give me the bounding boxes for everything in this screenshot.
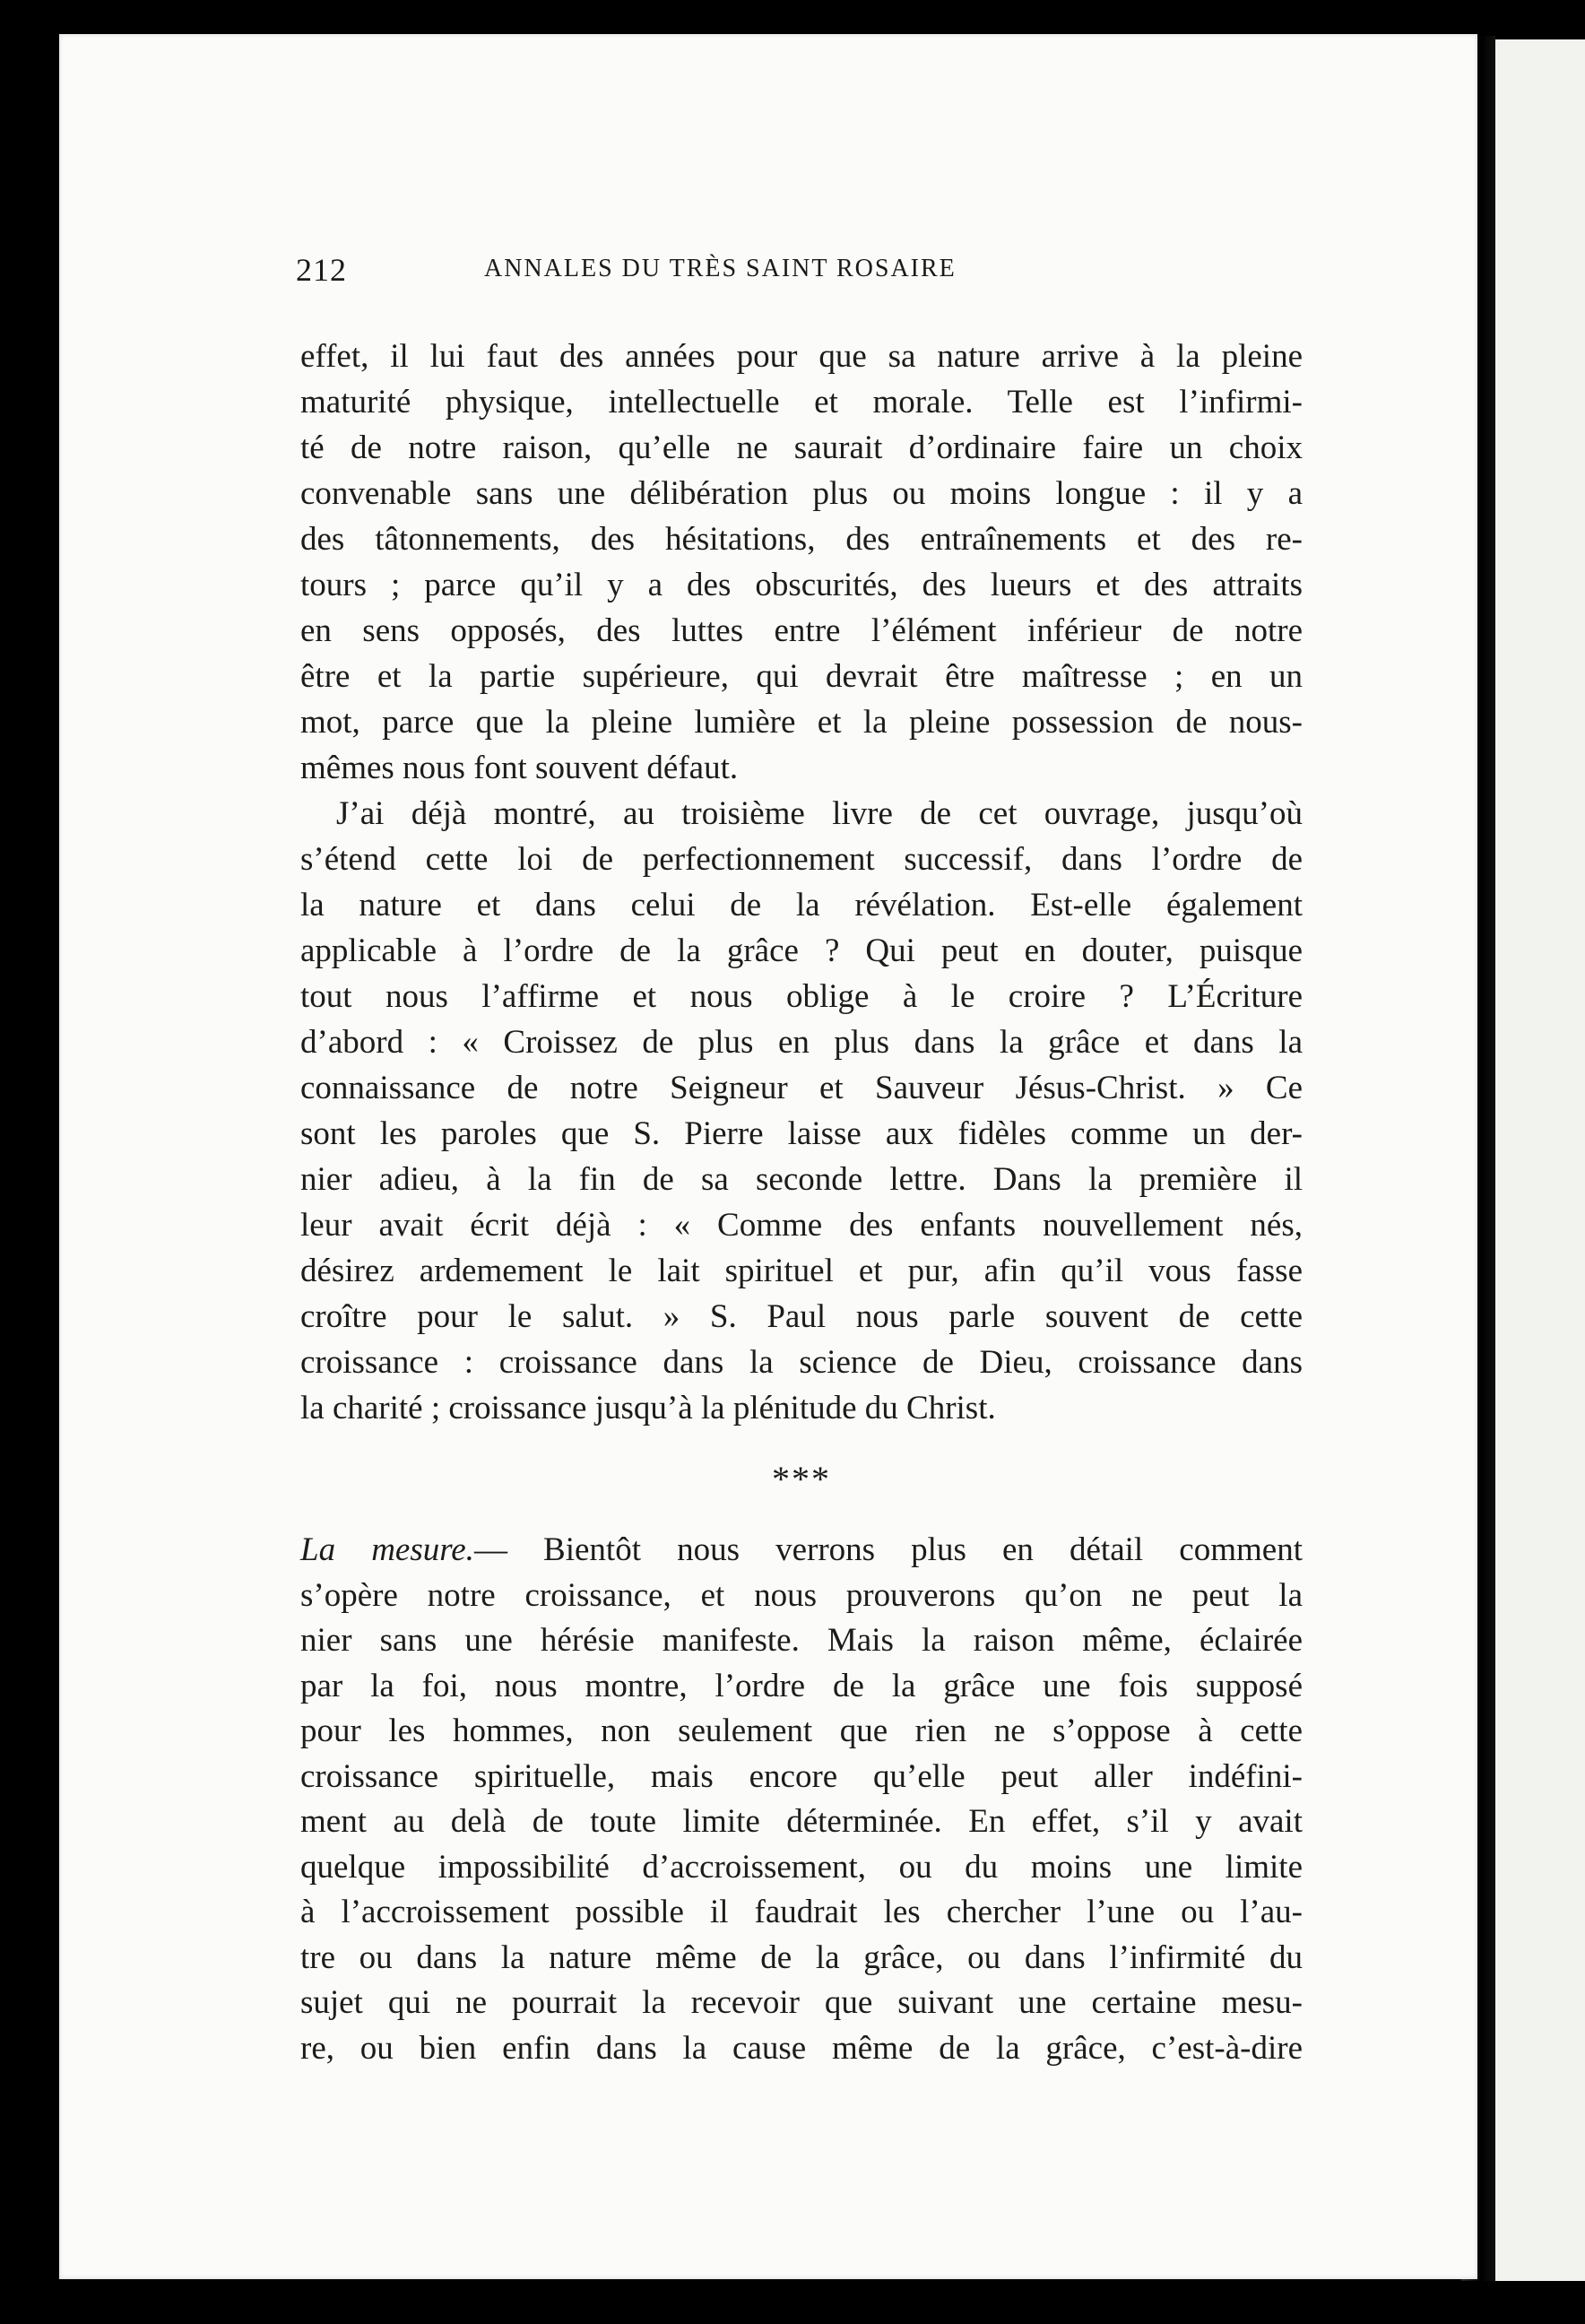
text-line: effet, il lui faut des années pour que sa nature arrive à la pleine [300,338,1303,375]
text-line: s’opère notre croissance, et nous prouverons qu’on ne peut la [300,1576,1303,1614]
section-first-line-rest: — Bientôt nous verrons plus en détail comment [473,1531,1303,1568]
text-line: sont les paroles que S. Pierre laisse aux fidèles comme un der- [300,1115,1303,1152]
text-line: s’étend cette loi de perfectionnement successif, dans l’ordre de [300,841,1303,878]
running-title: ANNALES DU TRÈS SAINT ROSAIRE [484,255,957,282]
text-line: convenable sans une délibération plus ou moins longue : il y a [300,475,1303,512]
text-line: leur avait écrit déjà : « Comme des enfants nouvellement nés, [300,1207,1303,1244]
text-line: pour les hommes, non seulement que rien ne s’oppose à cette [300,1713,1303,1749]
text-line: en sens opposés, des luttes entre l’élément inférieur de notre [300,612,1303,649]
text-line: à l’accroissement possible il faudrait les chercher l’une ou l’au- [300,1894,1303,1930]
text-line: nier adieu, à la fin de sa seconde lettre. Dans la première il [300,1161,1303,1198]
text-line: d’abord : « Croissez de plus en plus dans la grâce et dans la [300,1024,1303,1061]
text-line: mot, parce que la pleine lumière et la pleine possession de nous- [300,704,1303,741]
text-line: sujet qui ne pourrait la recevoir que suivant une certaine mesu- [300,1984,1303,2021]
section-lead-italic: La mesure. [300,1531,474,1568]
text-line: tours ; parce qu’il y a des obscurités, des lueurs et des attraits [300,567,1303,603]
paragraph-2 [300,791,1303,1431]
text-line: être et la partie supérieure, qui devrait être maîtresse ; en un [300,658,1303,695]
next-page-edge [1495,39,1585,2281]
text-line: tout nous l’affirme et nous oblige à le croire ? L’Écriture [300,978,1303,1015]
text-line: la nature et dans celui de la révélation. Est-elle également [300,887,1303,924]
text-line: des tâtonnements, des hésitations, des entraînements et des re- [300,521,1303,558]
text-line: ment au delà de toute limite déterminée. En effet, s’il y avait [300,1803,1303,1840]
section-asterism: *** [772,1459,831,1499]
text-line: la charité ; croissance jusqu’à la plénitude du Christ. [300,1390,996,1426]
page-body [300,334,1303,2071]
text-line: désirez ardemement le lait spirituel et pur, afin qu’il vous fasse [300,1253,1303,1289]
text-line: mêmes nous font souvent défaut. [300,750,739,786]
text-line: applicable à l’ordre de la grâce ? Qui peut en douter, puisque [300,932,1303,969]
text-line: connaissance de notre Seigneur et Sauveur Jésus-Christ. » Ce [300,1070,1303,1106]
text-line: quelque impossibilité d’accroissement, ou du moins une limite [300,1848,1303,1886]
text-line: par la foi, nous montre, l’ordre de la grâce une fois supposé [300,1667,1303,1704]
text-line: tre ou dans la nature même de la grâce, ou dans l’infirmité du [300,1938,1303,1976]
text-line: croître pour le salut. » S. Paul nous parle souvent de cette [300,1298,1303,1335]
text-line: maturité physique, intellectuelle et morale. Telle est l’infirmi- [300,384,1303,421]
paragraph-1 [300,334,1303,791]
text-line: té de notre raison, qu’elle ne saurait d’ordinaire faire un choix [300,429,1303,466]
text-line: croissance spirituelle, mais encore qu’elle peut aller indéfini- [300,1757,1303,1795]
page-header [296,251,1139,296]
section-la-mesure [300,1528,1303,2071]
text-line: J’ai déjà montré, au troisième livre de cet ouvrage, jusqu’où [336,795,1303,832]
page-number: 212 [296,252,347,288]
text-line: nier sans une hérésie manifeste. Mais la raison même, éclairée [300,1622,1303,1659]
text-line: croissance : croissance dans la science de Dieu, croissance dans [300,1344,1303,1381]
text-line [300,1528,1303,1574]
text-line: re, ou bien enfin dans la cause même de la grâce, c’est-à-dire [300,2029,1303,2067]
